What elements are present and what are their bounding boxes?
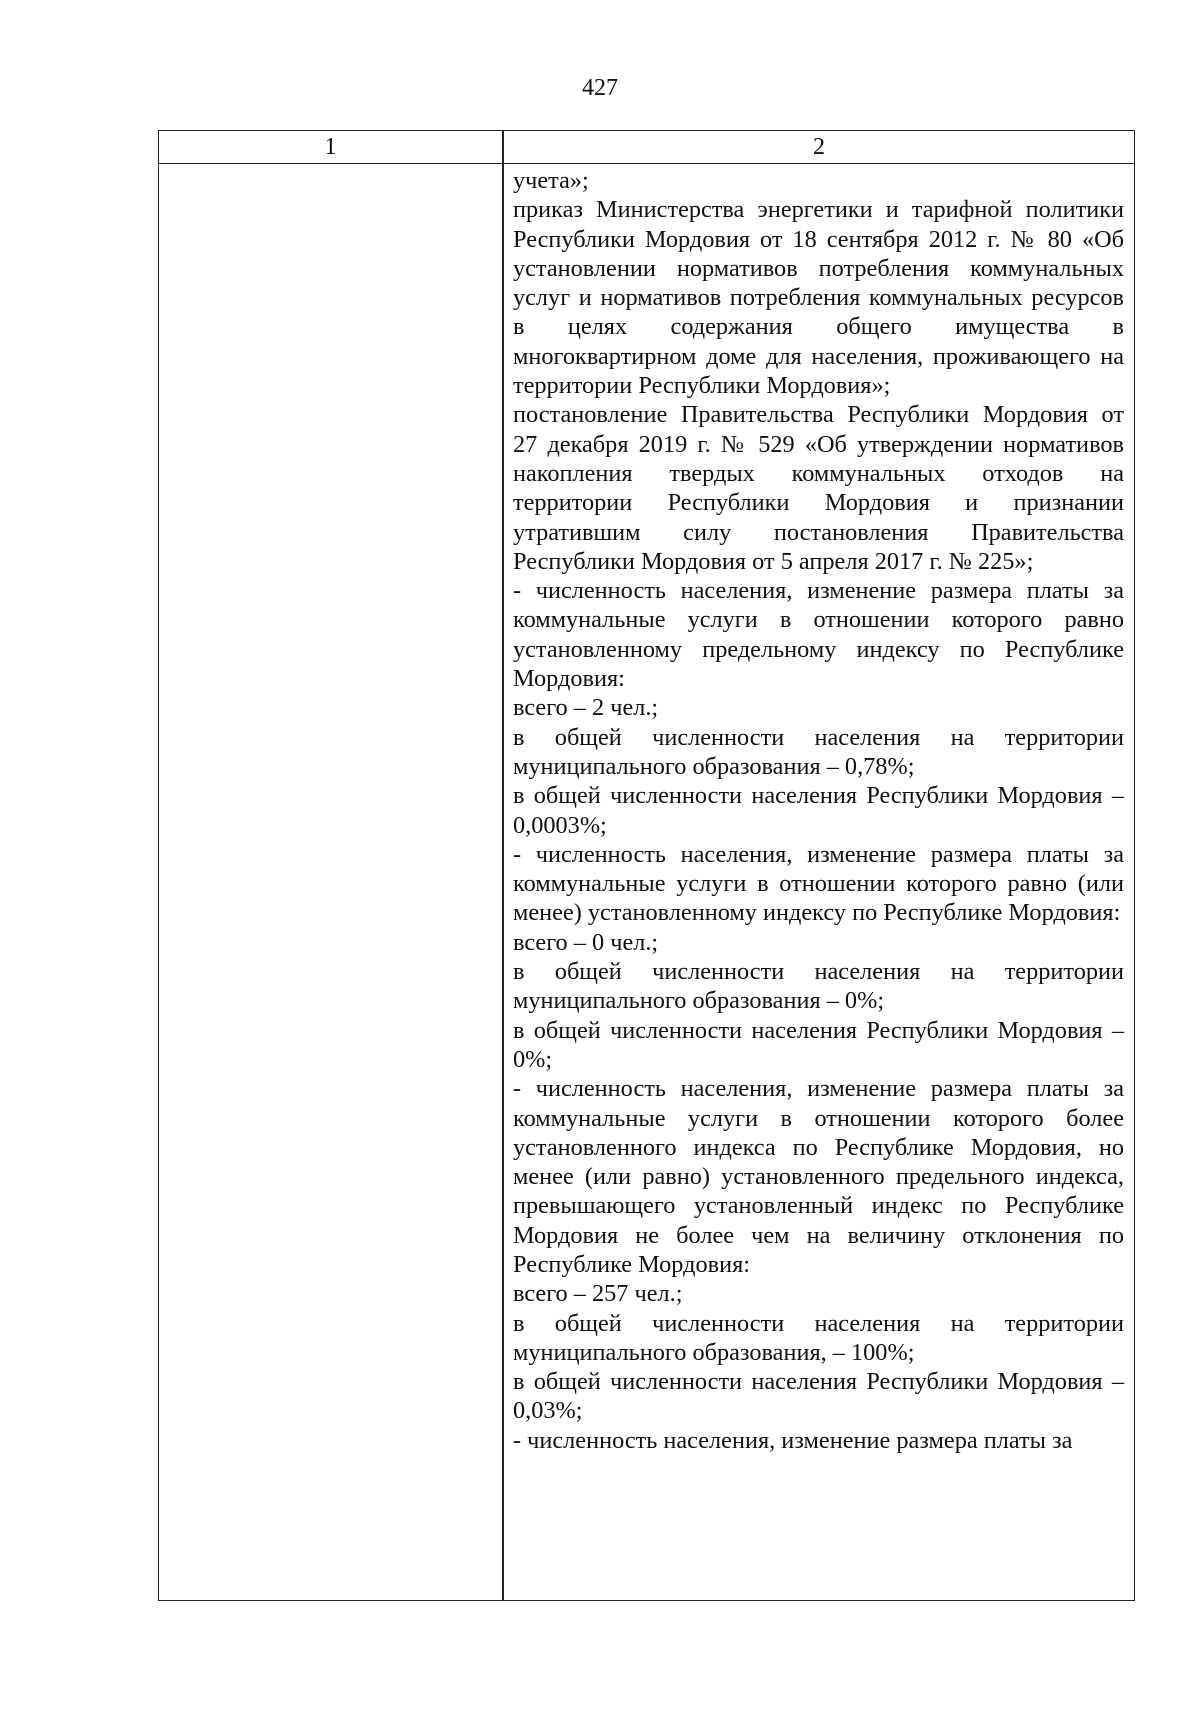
paragraph: в общей численности населения на территории муниципального образования – 0,78%; <box>513 723 1124 780</box>
paragraph: в общей численности населения на территории муниципального образования, – 100%; <box>513 1309 1124 1366</box>
paragraph: приказ Министерства энергетики и тарифной политики Республики Мордовия от 18 сентября 2012 г. № 80 «Об установлении нормативов потребления коммунальных услуг и нормативов потребления коммунальных ресурсов в целях содержания общего имущества в многоквартирном доме для населения, проживающего на территории Республики Мордовия»; <box>513 196 1124 400</box>
paragraph: постановление Правительства Республики Мордовия от 27 декабря 2019 г. № 529 «Об утверждении нормативов накопления твердых коммунальных отходов на территории Республики Мордовия и признании утратившим силу постановления Правительства Республики Мордовия от 5 апреля 2017 г. № 225»; <box>513 401 1124 575</box>
table-header-row <box>159 131 1134 164</box>
paragraph: всего – 2 чел.; <box>513 694 659 722</box>
column-divider <box>502 131 504 1600</box>
paragraph: в общей численности населения Республики Мордовия – 0,0003%; <box>513 782 1124 839</box>
column-2-text <box>513 166 1124 1455</box>
paragraph: в общей численности населения Республики Мордовия – 0,03%; <box>513 1368 1124 1425</box>
paragraph: всего – 257 чел.; <box>513 1280 683 1308</box>
column-header-2: 2 <box>813 134 825 160</box>
document-table <box>158 130 1135 1601</box>
paragraph: - численность населения, изменение размера платы за коммунальные услуги в отношении которого равно (или менее) установленному индексу по Республике Мордовия: <box>513 840 1124 927</box>
paragraph: - численность населения, изменение размера платы за коммунальные услуги в отношении которого более установленного индекса по Республике Мордовия, но менее (или равно) установленного предельного индекса, превышающего установленный индекс по Республике Мордовия не более чем на величину отклонения по Республике Мордовия: <box>513 1075 1124 1278</box>
paragraph: всего – 0 чел.; <box>513 928 659 956</box>
column-header-1: 1 <box>324 134 337 160</box>
paragraph: учета»; <box>513 167 589 194</box>
paragraph: в общей численности населения Республики Мордовия – 0%; <box>513 1016 1124 1073</box>
paragraph: - численность населения, изменение размера платы за коммунальные услуги в отношении которого равно установленному предельному индексу по Республике Мордовия: <box>513 577 1124 693</box>
paragraph: - численность населения, изменение размера платы за <box>513 1426 1073 1454</box>
page-number: 427 <box>582 75 618 101</box>
paragraph: в общей численности населения на территории муниципального образования – 0%; <box>513 958 1124 1015</box>
